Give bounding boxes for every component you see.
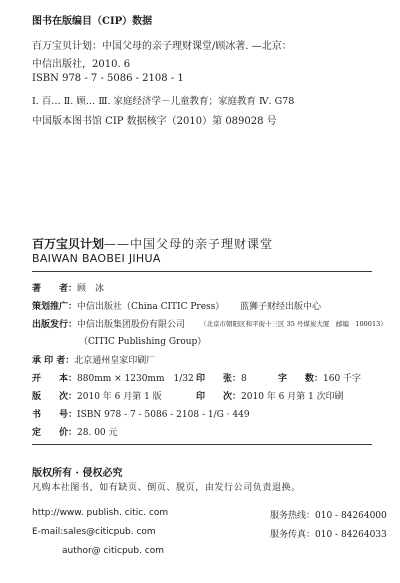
- planner-label: 策划推广：: [32, 302, 78, 312]
- book-title-main: 百万宝贝计划: [32, 237, 105, 251]
- words-label: 字 数：: [278, 374, 324, 384]
- rights-text: 凡购本社图书，如有缺页、倒页、脱页，由发行公司负责退换。: [32, 483, 301, 493]
- publisher-label: 出版发行：: [32, 320, 78, 330]
- publisher-address: （北京市朝阳区和平街十三区 35 号煤炭大厦 邮编 100013）: [200, 320, 387, 328]
- sheets-value: 8: [241, 374, 247, 384]
- isbn-label: 书 号：: [32, 410, 78, 420]
- publisher-group: （CITIC Publishing Group）: [79, 337, 207, 347]
- divider: [32, 444, 372, 445]
- isbn-row: [32, 407, 250, 420]
- cip-header: 图书在版编目（CIP）数据: [32, 16, 153, 27]
- format-label: 开 本：: [32, 374, 78, 384]
- edition-value: 2010 年 6 月第 1 版: [77, 392, 162, 402]
- sales-email[interactable]: E-mail:sales@citicpub. com: [32, 527, 156, 537]
- book-title: [32, 235, 273, 252]
- publisher-row: [32, 317, 185, 330]
- author-label: 著 者：: [32, 284, 78, 294]
- cip-isbn-line: ISBN 978 - 7 - 5086 - 2108 - 1: [32, 73, 184, 84]
- words-row: [278, 371, 361, 384]
- cip-number-line: 中国版本图书馆 CIP 数据核字（2010）第 089028 号: [32, 116, 277, 127]
- edition-row: [32, 389, 162, 402]
- book-pinyin: BAIWAN BAOBEI JIHUA: [32, 252, 161, 265]
- divider: [32, 271, 372, 272]
- author-row: [32, 281, 104, 294]
- planner-row: [32, 299, 224, 312]
- printing-value: 2010 年 6 月第 1 次印刷: [241, 392, 344, 402]
- cip-title-line: 百万宝贝计划：中国父母的亲子理财课堂/顾冰著. —北京：: [32, 41, 292, 52]
- book-subtitle: ——中国父母的亲子理财课堂: [104, 237, 274, 251]
- cip-classification-line: Ⅰ. 百… Ⅱ. 顾… Ⅲ. 家庭经济学－儿童教育；家庭教育 Ⅳ. G78: [32, 96, 295, 107]
- sheets-row: [196, 371, 247, 384]
- author-value: 顾 冰: [77, 284, 105, 294]
- author-email[interactable]: author@ citicpub. com: [62, 546, 165, 556]
- price-value: 28. 00 元: [77, 428, 118, 438]
- printing-row: [196, 389, 344, 402]
- printer-row: [32, 353, 155, 366]
- cip-publisher-line: 中信出版社，2010. 6: [32, 59, 131, 70]
- printer-value: 北京通州皇家印刷厂: [74, 356, 156, 366]
- rights-title: 版权所有 · 侵权必究: [32, 468, 123, 479]
- printer-label: 承 印 者：: [32, 356, 75, 366]
- price-label: 定 价：: [32, 428, 78, 438]
- printing-label: 印 次：: [196, 392, 242, 402]
- format-row: [32, 371, 194, 384]
- sheets-label: 印 张：: [196, 374, 242, 384]
- website-link[interactable]: http://www. publish. citic. com: [32, 508, 169, 518]
- format-value: 880mm × 1230mm 1/32: [77, 374, 194, 384]
- service-fax: 服务传真：010 - 84264033: [270, 530, 387, 540]
- service-hotline: 服务热线：010 - 84264000: [270, 511, 387, 521]
- publisher-value: 中信出版集团股份有限公司: [77, 320, 186, 330]
- planner-value: 中信出版社（China CITIC Press）: [77, 302, 225, 312]
- edition-label: 版 次：: [32, 392, 78, 402]
- words-value: 160 千字: [323, 374, 362, 384]
- planner-center: 蓝狮子财经出版中心: [240, 302, 322, 312]
- price-row: [32, 425, 118, 438]
- isbn-value: ISBN 978 - 7 - 5086 - 2108 - 1/G · 449: [77, 410, 250, 420]
